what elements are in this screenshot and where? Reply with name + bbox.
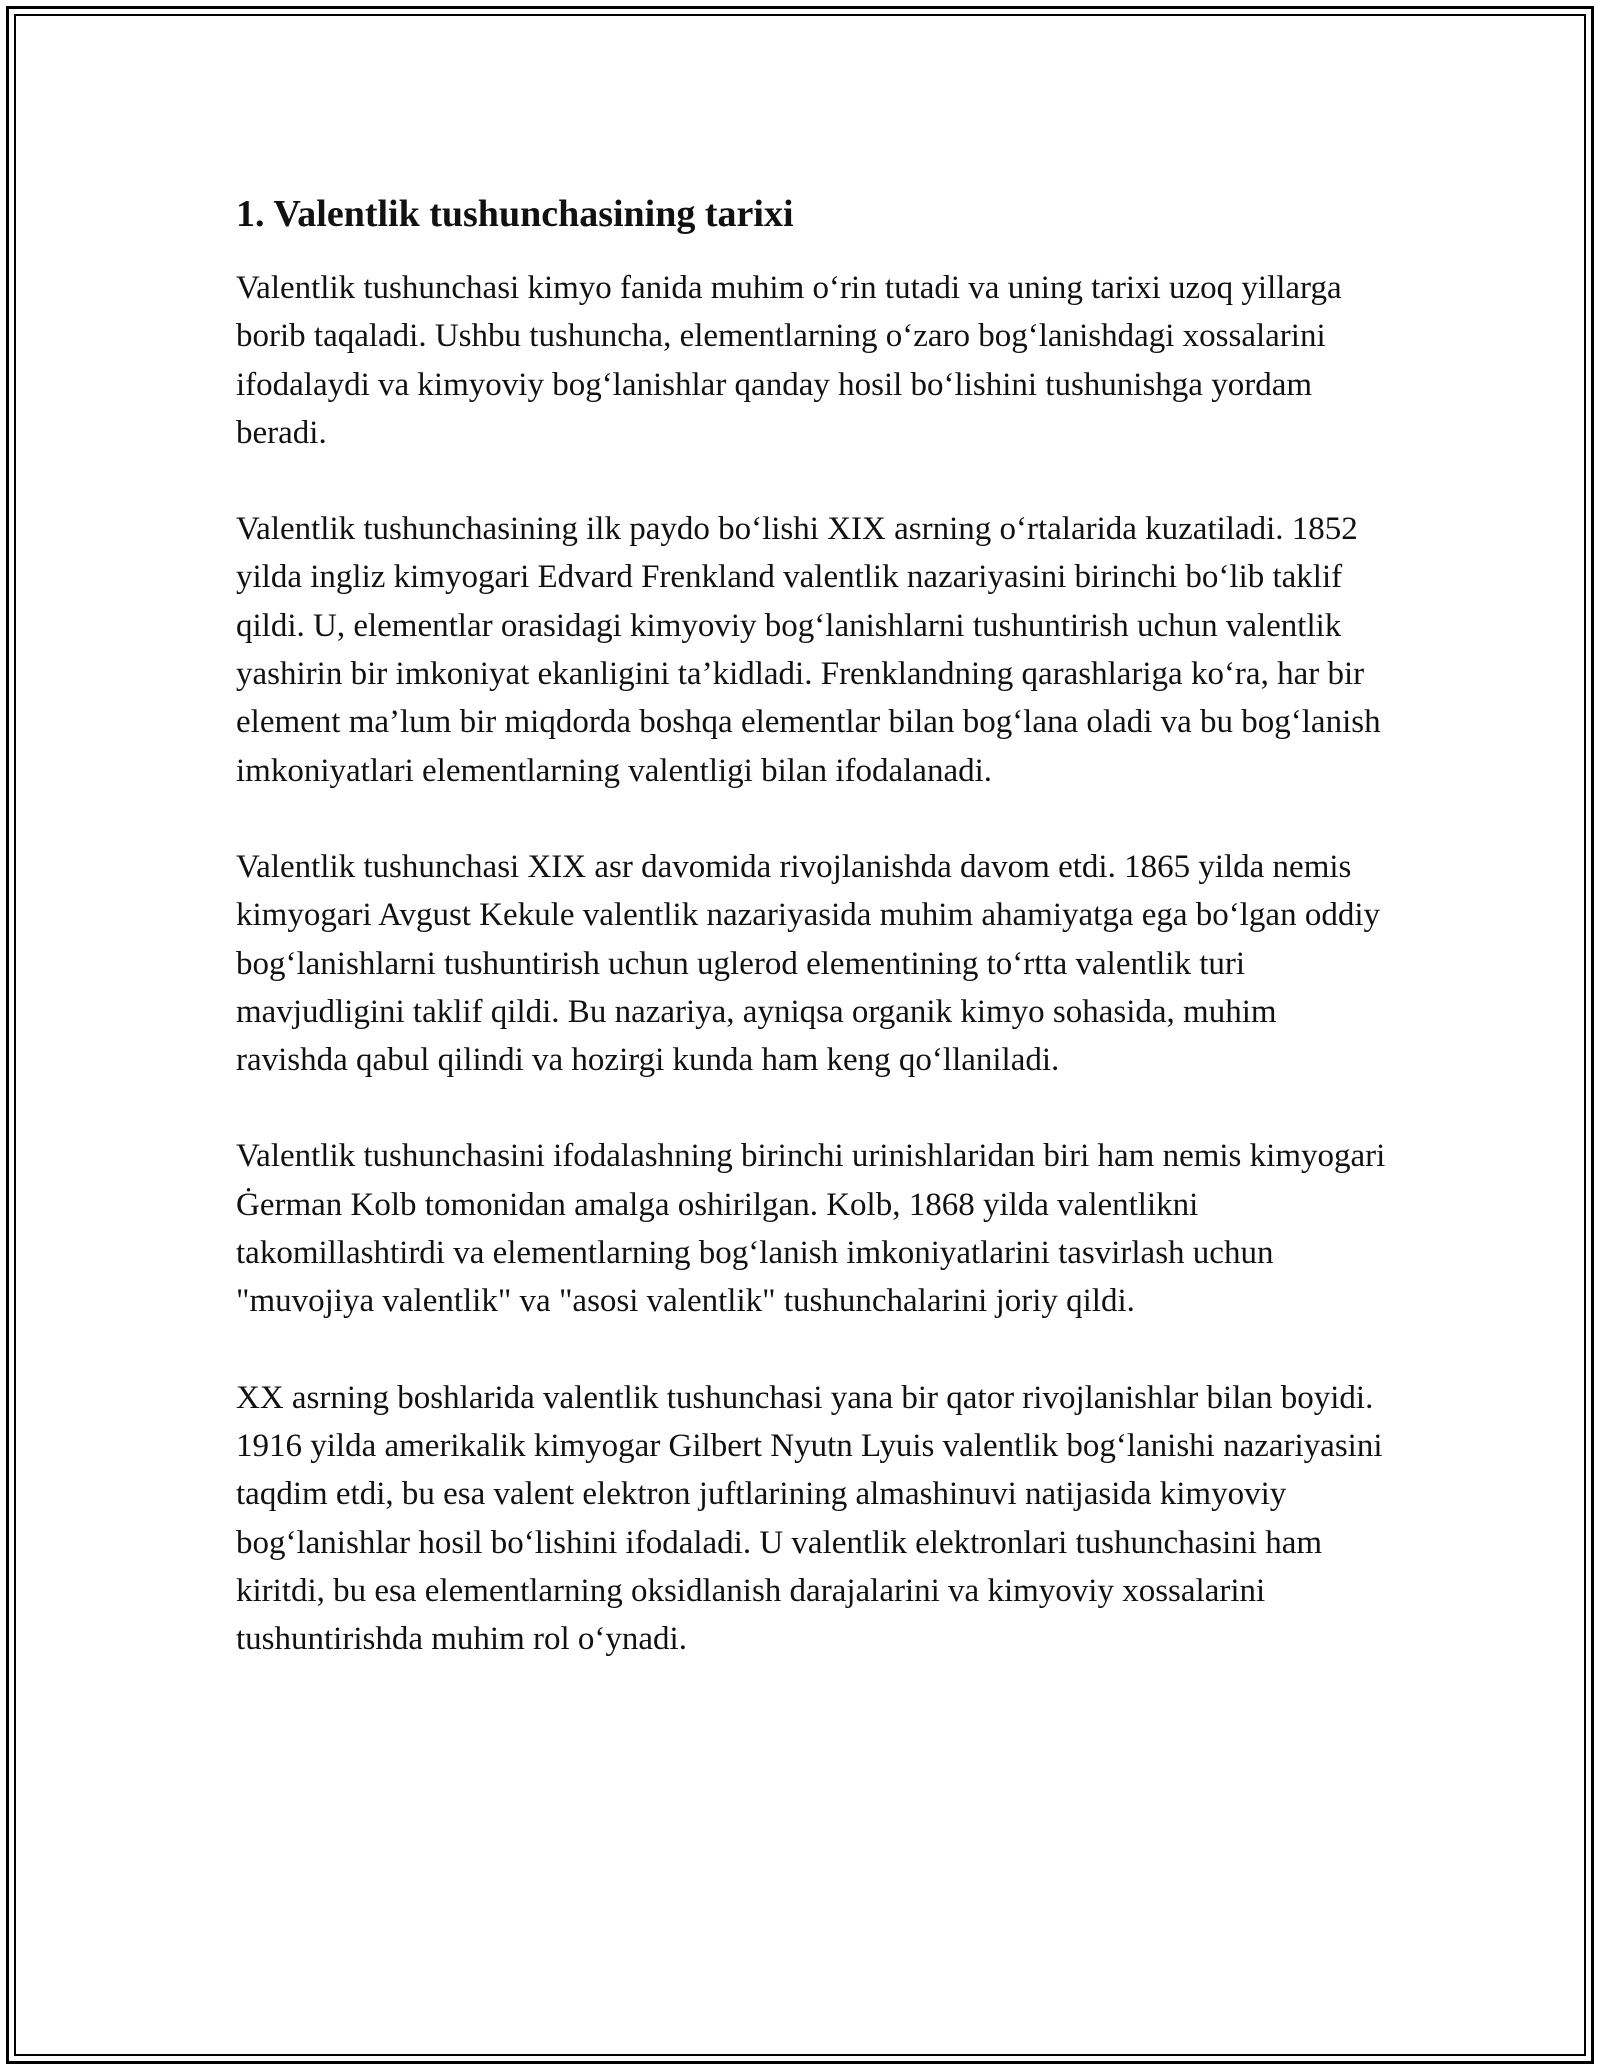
paragraph-2: Valentlik tushunchasining ilk paydo bo‘lishi XIX asrning o‘rtalarida kuzatiladi. 1852 yilda ingliz kimyogari Edvard Frenkland valentlik nazariyasini birinchi bo‘lib taklif qildi. U, elementlar orasidagi kimyoviy bog‘lanishlarni tushuntirish uchun valentlik yashirin bir imkoniyat ekanligini ta’kidladi. Frenklandning qarashlariga ko‘ra, har bir element ma’lum bir miqdorda boshqa elementlar bilan bog‘lana oladi va bu bog‘lanish imkoniyatlari elementlarning valentligi bilan ifodalanadi.	[236, 511, 1381, 789]
section-heading: 1. Valentlik tushunchasining tarixi	[236, 193, 794, 235]
paragraph-4: Valentlik tushunchasini ifodalashning birinchi urinishlaridan biri ham nemis kimyogari Ġerman Kolb tomonidan amalga oshirilgan. Kolb, 1868 yilda valentlikni takomillashtirdi va elementlarning bog‘lanish imkoniyatlarini tasvirlash uchun "muvojiya valentlik" va "asosi valentlik" tushunchalarini joriy qildi.	[236, 1138, 1386, 1320]
paragraph-1: Valentlik tushunchasi kimyo fanida muhim o‘rin tutadi va uning tarixi uzoq yillarga borib taqaladi. Ushbu tushuncha, elementlarning o‘zaro bog‘lanishdagi xossalarini ifodalaydi va kimyoviy bog‘lanishlar qanday hosil bo‘lishini tushunishga yordam beradi.	[236, 270, 1342, 451]
paragraph-5: XX asrning boshlarida valentlik tushunchasi yana bir qator rivojlanishlar bilan boyidi. 1916 yilda amerikalik kimyogar Gilbert Nyutn Lyuis valentlik bog‘lanishi nazariyasini taqdim etdi, bu esa valent elektron juftlarining almashinuvi natijasida kimyoviy bog‘lanishlar hosil bo‘lishini ifodaladi. U valentlik elektronlari tushunchasini ham kiritdi, bu esa elementlarning oksidlanish darajalarini va kimyoviy xossalarini tushuntirishda muhim rol o‘ynadi.	[236, 1379, 1383, 1658]
document-body	[236, 186, 1386, 1663]
paragraph-3: Valentlik tushunchasi XIX asr davomida rivojlanishda davom etdi. 1865 yilda nemis kimyogari Avgust Kekule valentlik nazariyasida muhim ahamiyatga ega bo‘lgan oddiy bog‘lanishlarni tushuntirish uchun uglerod elementining to‘rtta valentlik turi mavjudligini taklif qildi. Bu nazariya, ayniqsa organik kimyo sohasida, muhim ravishda qabul qilindi va hozirgi kunda ham keng qo‘llaniladi.	[236, 848, 1380, 1079]
